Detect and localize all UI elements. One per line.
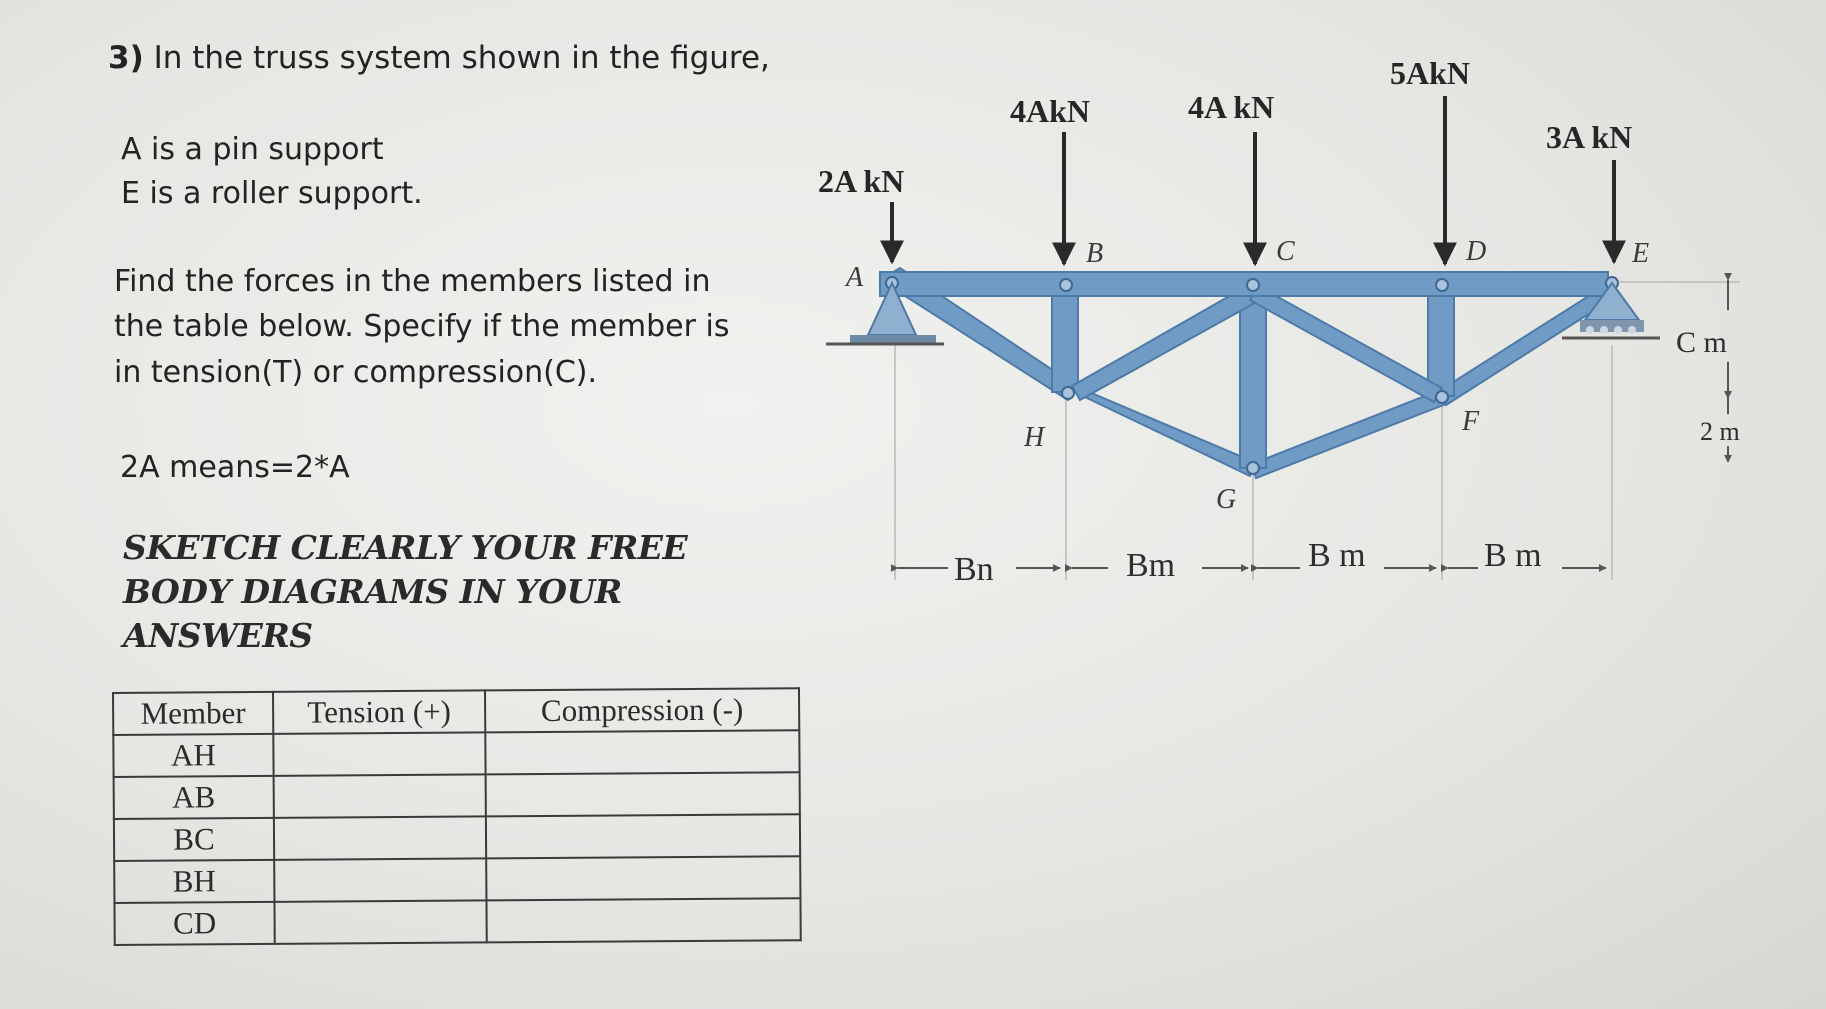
node-label-b: B	[1086, 238, 1104, 269]
member-cf	[1250, 286, 1442, 402]
dim-span-3: B m	[1308, 537, 1366, 574]
load-label-c: 4A kN	[1188, 89, 1275, 125]
instruction-line-1: Find the forces in the members listed in	[114, 264, 711, 299]
member-hc	[1072, 286, 1260, 400]
dim-span-2: Bm	[1126, 547, 1176, 584]
sketch-line-2: BODY DIAGRAMS IN YOUR	[123, 572, 622, 611]
instruction-line-3: in tension(T) or compression(C).	[114, 355, 598, 390]
node-label-e: E	[1632, 238, 1650, 269]
load-label-d: 5AkN	[1390, 55, 1471, 91]
node-label-c: C	[1276, 236, 1295, 267]
node-label-g: G	[1216, 484, 1237, 515]
member-cell: AB	[114, 776, 274, 819]
dim-height-lower: 2 m	[1700, 417, 1740, 446]
joint-h	[1062, 387, 1074, 399]
sketch-line-3: ANSWERS	[123, 616, 313, 655]
problem-number: 3)	[108, 40, 144, 76]
member-cell: BH	[114, 860, 274, 903]
note-text: 2A means=2*A	[120, 450, 350, 485]
node-label-f: F	[1462, 406, 1480, 437]
dim-height-upper: C m	[1676, 326, 1727, 359]
joint-d	[1436, 279, 1448, 291]
member-cell: CD	[114, 902, 274, 945]
truss-members	[880, 268, 1620, 478]
joint-g	[1247, 462, 1259, 474]
header-compression: Compression (-)	[485, 688, 799, 732]
member-cg	[1240, 288, 1266, 468]
member-gf	[1252, 390, 1446, 478]
dim-span-4: B m	[1484, 537, 1542, 574]
node-label-d: D	[1466, 236, 1487, 267]
node-label-h: H	[1024, 422, 1045, 453]
member-bh	[1052, 286, 1078, 392]
node-label-a: A	[846, 262, 864, 293]
header-tension: Tension (+)	[273, 690, 485, 733]
support-e-text: E is a roller support.	[121, 176, 423, 211]
sketch-line-1: SKETCH CLEARLY YOUR FREE	[123, 528, 688, 567]
load-label-b: 4AkN	[1010, 93, 1091, 129]
member-df	[1428, 288, 1454, 396]
member-cell: AH	[113, 734, 273, 777]
joint-c	[1247, 279, 1259, 291]
support-a-text: A is a pin support	[121, 132, 384, 167]
joint-f	[1436, 391, 1448, 403]
member-top-chord	[880, 272, 1608, 296]
member-hg	[1066, 386, 1254, 476]
header-member: Member	[113, 692, 273, 735]
dim-span-1: Bn	[954, 551, 994, 588]
load-label-e: 3A kN	[1546, 119, 1633, 155]
load-label-a: 2A kN	[818, 163, 905, 199]
joint-b	[1060, 279, 1072, 291]
instruction-line-2: the table below. Specify if the member is	[114, 309, 730, 344]
member-cell: BC	[114, 818, 274, 861]
member-fe	[1436, 285, 1620, 405]
problem-title-text: In the truss system shown in the figure,	[153, 40, 770, 76]
